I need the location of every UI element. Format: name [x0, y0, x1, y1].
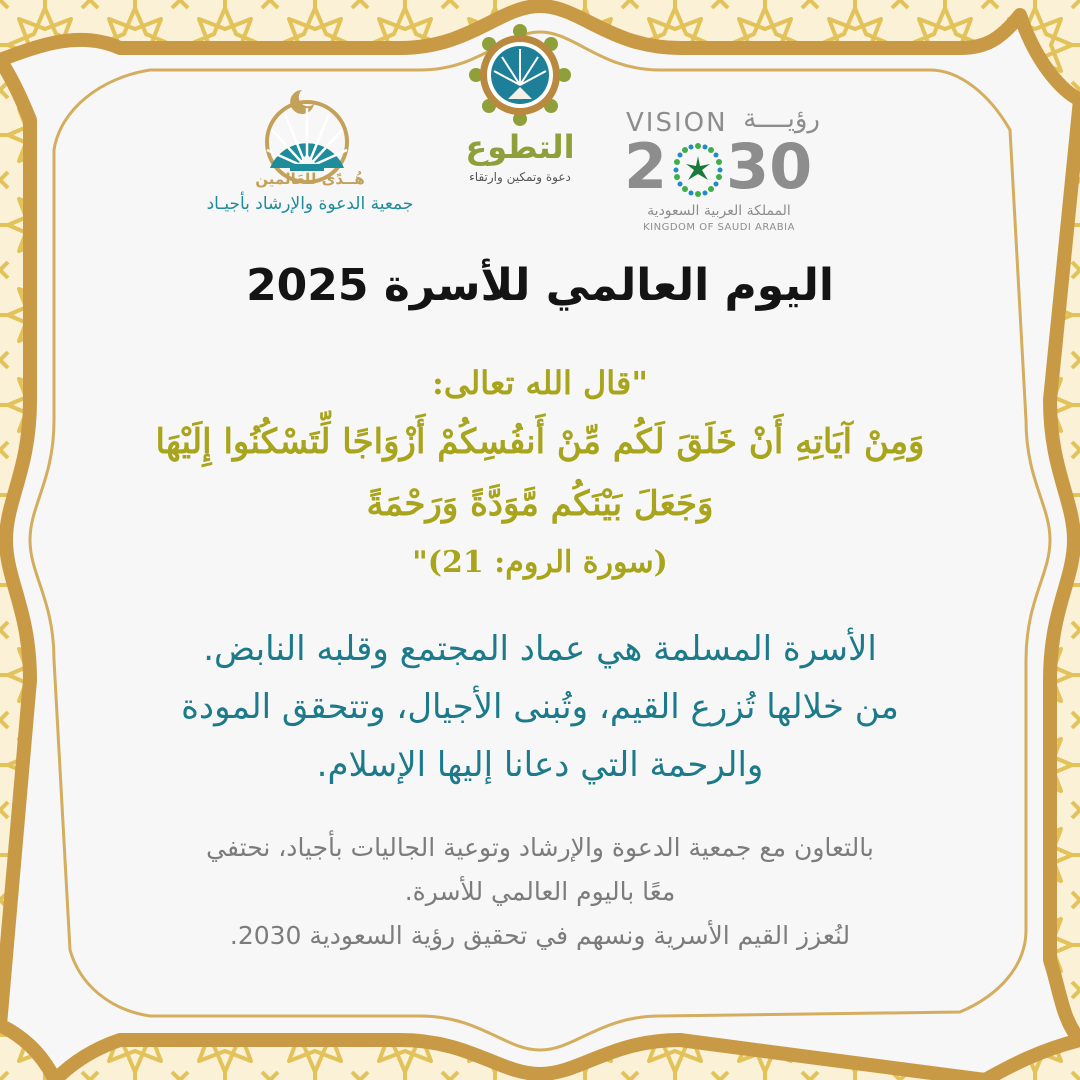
verse-line-1: وَمِنْ آيَاتِهِ أَنْ خَلَقَ لَكُم مِّنْ أَنفُسِكُمْ أَزْوَاجًا لِّتَسْكُنُوا إِلَيْهَا	[155, 422, 925, 462]
message-line-3: والرحمة التي دعانا إليها الإسلام.	[316, 745, 764, 785]
vision-2030-logo	[622, 100, 822, 240]
vision-en-kingdom: KINGDOM OF SAUDI ARABIA	[643, 222, 795, 233]
tatawu-brand-text: التطوع	[465, 128, 575, 166]
page-title: اليوم العالمي للأسرة 2025	[246, 260, 834, 311]
verse-intro: "قال الله تعالى:	[432, 364, 648, 402]
huda-brand-text: هُــدًى للعَالمين	[255, 170, 365, 188]
vision-year-digits-30: 30	[726, 130, 813, 203]
footer-line-1: بالتعاون مع جمعية الدعوة والإرشاد وتوعية الجاليات بأجياد، نحتفي	[206, 833, 874, 862]
tatawu-logo	[455, 20, 585, 190]
message-line-1: الأسرة المسلمة هي عماد المجتمع وقلبه النابض.	[203, 629, 877, 669]
vision-ar-kingdom: المملكة العربية السعودية	[647, 203, 791, 219]
huda-association-logo	[190, 80, 430, 220]
tatawu-gear-icon	[455, 20, 585, 130]
footer-line-2: معًا باليوم العالمي للأسرة.	[404, 877, 676, 906]
vision-year-digit-2: 2	[624, 130, 668, 203]
tatawu-tagline: دعوة وتمكين وارتقاء	[469, 170, 571, 184]
message-line-2: من خلالها تُزرع القيم، وتُبنى الأجيال، وتتحقق المودة	[181, 687, 899, 727]
quran-verse	[60, 355, 1020, 591]
footer-line-3: لنُعزز القيم الأسرية ونسهم في تحقيق رؤية السعودية 2030.	[229, 921, 851, 950]
family-message	[90, 620, 990, 794]
vision-en-word: VISION	[626, 108, 728, 138]
collaboration-note	[100, 826, 980, 958]
verse-line-2: وَجَعَلَ بَيْنَكُم مَّوَدَّةً وَرَحْمَةً	[366, 484, 714, 524]
huda-org-name: جمعية الدعوة والإرشاد بأجيـاد	[206, 194, 414, 214]
verse-reference: (سورة الروم: 21)"	[412, 545, 668, 580]
vision-ar-word: رؤيــــة	[743, 104, 820, 134]
saudi-emblem-icon	[670, 140, 726, 200]
